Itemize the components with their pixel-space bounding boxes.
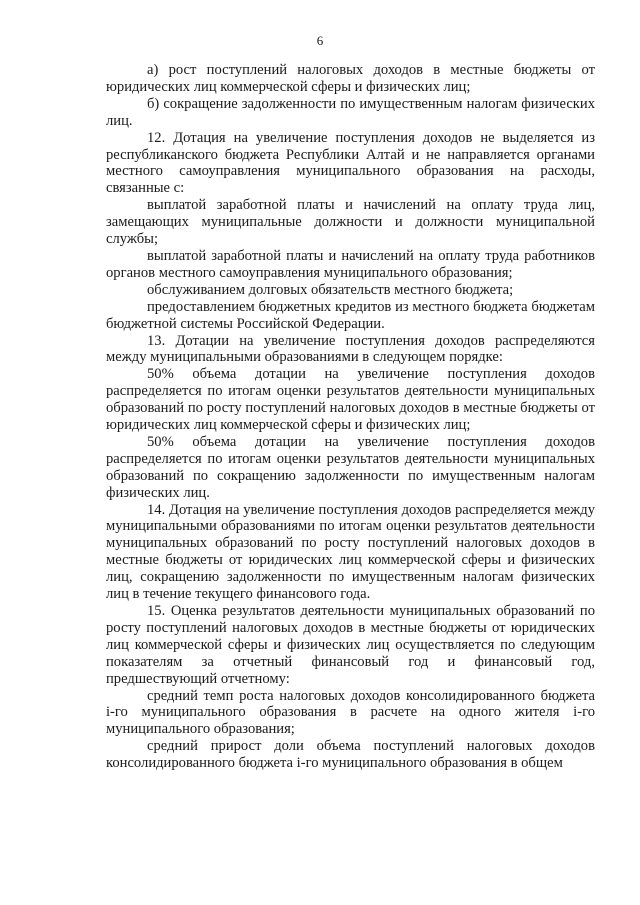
page-number: 6 xyxy=(316,33,324,48)
paragraph-15-item-share-increase: средний прирост доли объема поступлений налоговых доходов консолидированного бюджета i-го муниципального образования в общем xyxy=(106,738,595,772)
paragraph-12: 12. Дотация на увеличение поступления доходов не выделяется из республиканского бюджета Республики Алтай и не направляется органами местного самоуправления муниципального образования на расходы, связанные с: xyxy=(106,129,595,197)
paragraph-12-item-debt-service: обслуживанием долговых обязательств местного бюджета; xyxy=(147,281,514,298)
document-body xyxy=(106,62,595,772)
paragraph-12-item-budget-credits: предоставлением бюджетных кредитов из местного бюджета бюджетам бюджетной системы Российской Федерации. xyxy=(106,298,595,332)
paragraph-13-item-arrears: 50% объема дотации на увеличение поступления доходов распределяется по итогам оценки результатов деятельности муниципальных образований по сокращению задолженности по имущественным налогам физических лиц. xyxy=(106,433,595,501)
paragraph-13-item-growth: 50% объема дотации на увеличение поступления доходов распределяется по итогам оценки результатов деятельности муниципальных образований по росту поступлений налоговых доходов в местные бюджеты от юридических лиц коммерческой сферы и физических лиц; xyxy=(106,366,595,434)
paragraph-4a: а) рост поступлений налоговых доходов в местные бюджеты от юридических лиц коммерческой сферы и физических лиц; xyxy=(106,62,595,95)
paragraph-15-item-growth-rate: средний темп роста налоговых доходов консолидированного бюджета i-го муниципального образования в расчете на одного жителя i-го муниципального образования; xyxy=(106,687,595,738)
paragraph-12-item-salaries-employees: выплатой заработной платы и начислений на оплату труда работников органов местного самоуправления муниципального образования; xyxy=(106,247,595,281)
paragraph-13: 13. Дотации на увеличение поступления доходов распределяются между муниципальными образованиями в следующем порядке: xyxy=(106,332,595,366)
paragraph-14: 14. Дотация на увеличение поступления доходов распределяется между муниципальными образованиями по итогам оценки результатов деятельности муниципальных образований по росту поступлений налоговых доходов в местные бюджеты от юридических лиц коммерческой сферы и физических лиц, сокращению задолженности по имущественным налогам физических лиц в течение текущего финансового года. xyxy=(106,501,595,603)
paragraph-4b: б) сокращение задолженности по имущественным налогам физических лиц. xyxy=(106,95,595,129)
paragraph-15: 15. Оценка результатов деятельности муниципальных образований по росту поступлений налоговых доходов в местные бюджеты от юридических лиц коммерческой сферы и физических лиц осуществляется по следующим показателям за отчетный финансовый год и финансовый год, предшествующий отчетному: xyxy=(106,603,595,687)
paragraph-12-item-salaries-officials: выплатой заработной платы и начислений на оплату труда лиц, замещающих муниципальные должности и должности муниципальной службы; xyxy=(106,197,595,248)
